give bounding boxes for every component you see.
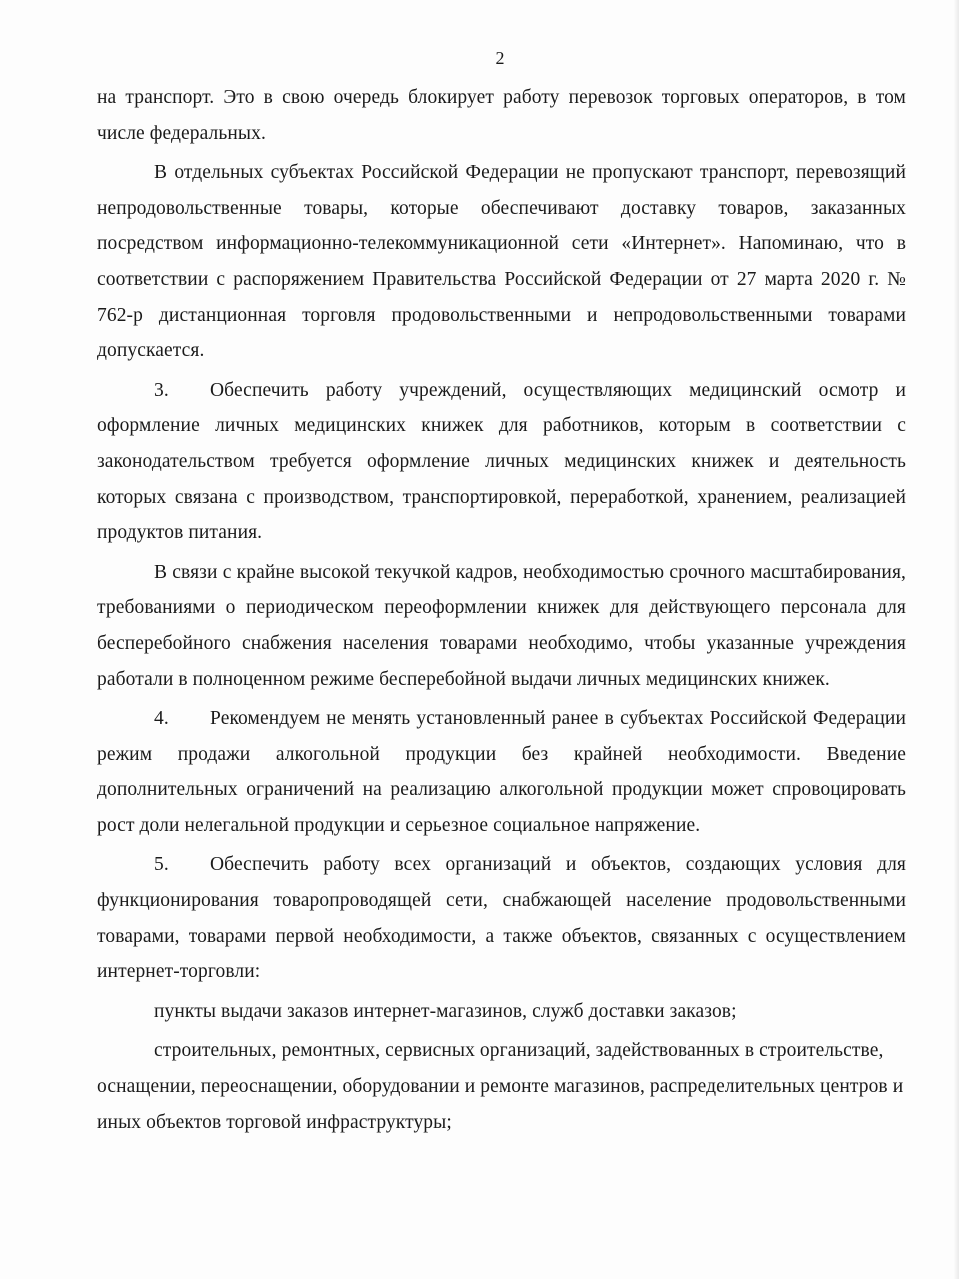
paragraph-staff-turnover: В связи с крайне высокой текучкой кадров, необходимостью срочного масштабирования, требованиями о периодическом переоформлении книжек для действующего персонала для бесперебойного снабжения населения товарами необходимо, чтобы указанные учреждения работали в полноценном режиме бесперебойной выдачи личных медицинских книжек. [97,561,906,690]
item-number-3: 3. [154,379,169,401]
item-4-text: Рекомендуем не менять установленный ранее в субъектах Российской Федерации режим продажи алкогольной продукции без крайней необходимости. Введение дополнительных ограничений на реализацию алкогольной продукции может спровоцировать рост доли нелегальной продукции и серьезное социальное напряжение. [97,708,906,836]
item-3-text: Обеспечить работу учреждений, осуществляющих медицинский осмотр и оформление личных медицинских книжек для работников, которым в соответствии с законодательством требуется оформление личных медицинских книжек и деятельность которых связана с производством, транспортировкой, переработкой, хранением, реализацией продуктов питания. [97,379,906,544]
item-5-text: Обеспечить работу всех организаций и объектов, создающих условия для функционирования товаропроводящей сети, снабжающей население продовольственными товарами, товарами первой необходимости, а также объектов, связанных с осуществлением интернет-торговли: [97,854,906,983]
paragraph-transport: В отдельных субъектах Российской Федерации не пропускают транспорт, перевозящий непродовольственные товары, которые обеспечивают доставку товаров, заказанных посредством информационно-телекоммуникационной сети «Интернет». Напоминаю, что в соответствии с распоряжением Правительства Российской Федерации от 27 марта 2020 г. № 762-р дистанционная торговля продовольственными и непродовольственными товарами допускается. [97,162,906,362]
item-number-5: 5. [154,854,169,876]
paragraph-item-3 [97,373,906,551]
item-number-4: 4. [154,708,169,730]
paragraph-continuation: на транспорт. Это в свою очередь блокирует работу перевозок торговых операторов, в том числе федеральных. [97,87,906,144]
page-number: 2 [495,48,505,68]
document-body [97,80,906,1144]
paragraph-pickup-points: пункты выдачи заказов интернет-магазинов, служб доставки заказов; [154,1000,737,1022]
page-edge-shadow [953,0,959,1279]
paragraph-construction: строительных, ремонтных, сервисных организаций, задействованных в строительстве, оснащении, переоснащении, оборудовании и ремонте магазинов, распределительных центров и иных объектов торговой инфраструктуры; [97,1040,904,1133]
paragraph-item-4 [97,701,906,843]
paragraph-item-5 [97,847,906,989]
